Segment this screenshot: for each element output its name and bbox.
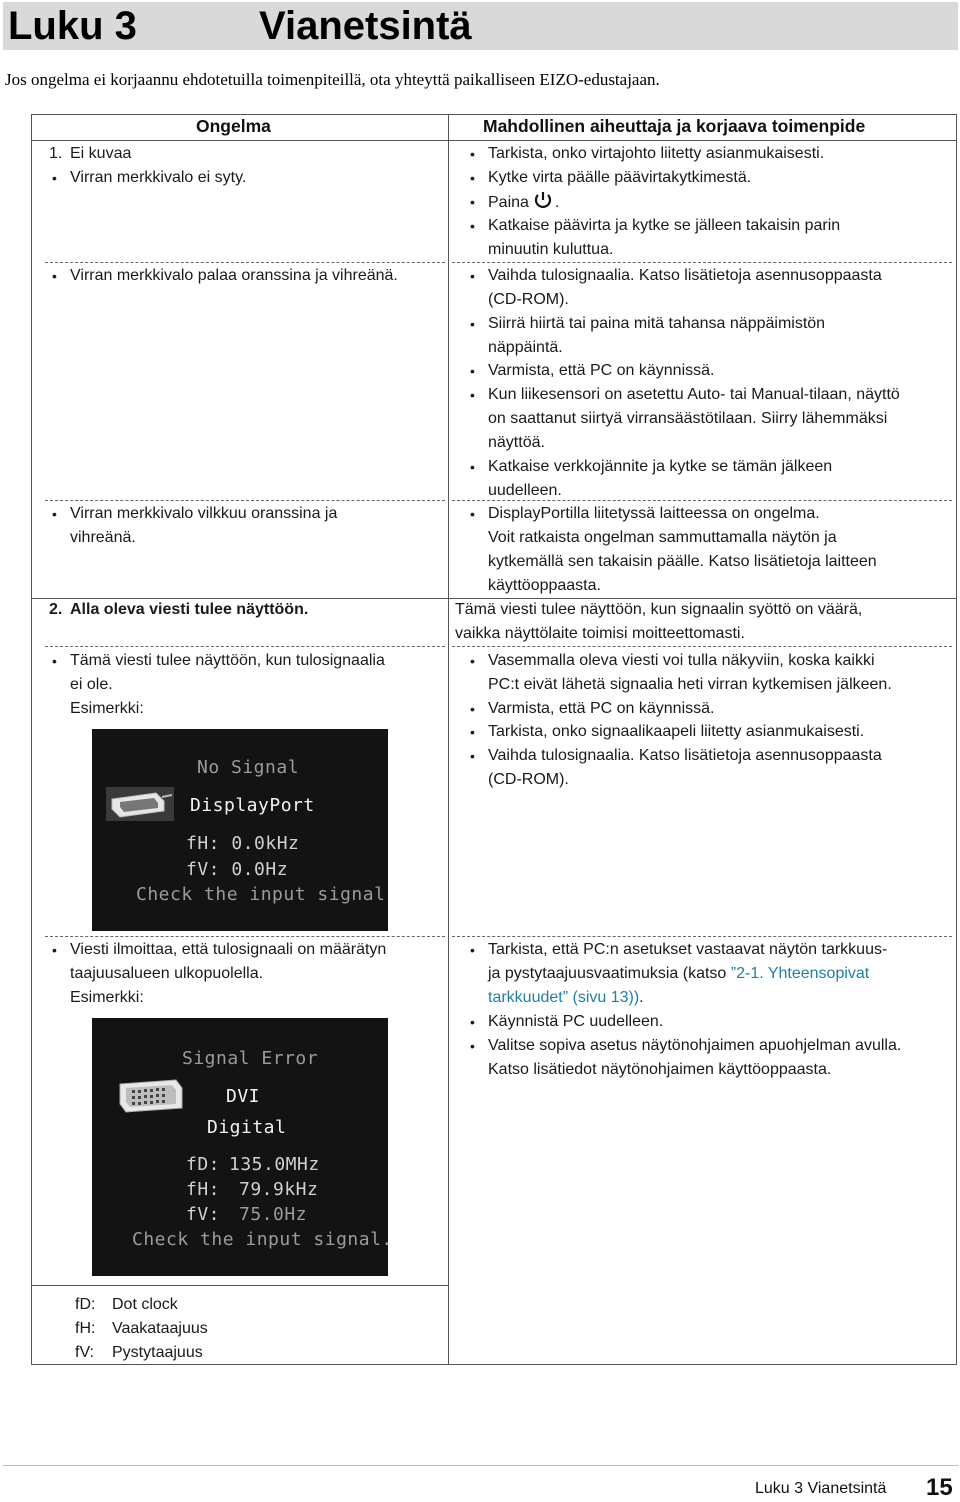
- solution-text: näyttöä.: [488, 434, 545, 451]
- solution-text: Siirrä hiirtä tai paina mitä tahansa näppäimistön: [488, 315, 826, 332]
- solution-text: on saattanut siirtyä virransäästötilaan. Siirry lähemmäksi: [488, 410, 888, 427]
- osd-fv-value: fV: 0.0Hz: [186, 859, 289, 880]
- osd-hint: Check the input signal.: [132, 1229, 393, 1250]
- bullet: •: [470, 701, 475, 717]
- solution-text: Kytke virta päälle päävirtakytkimestä.: [488, 169, 752, 186]
- osd-fd-value: 135.0MHz: [229, 1154, 320, 1175]
- legend-abbr: fH:: [75, 1320, 96, 1337]
- solution-text: Käynnistä PC uudelleen.: [488, 1013, 664, 1030]
- row-divider: [452, 262, 952, 263]
- row-divider: [452, 646, 952, 647]
- solution-text: Vaihda tulosignaalia. Katso lisätietoja asennusoppaasta: [488, 267, 882, 284]
- bullet: •: [470, 506, 475, 522]
- legend-text: Dot clock: [112, 1296, 178, 1313]
- no-signal-screen-example: [92, 729, 388, 931]
- solution-text: (CD-ROM).: [488, 291, 569, 308]
- solution-text: Varmista, että PC on käynnissä.: [488, 362, 715, 379]
- osd-fh-label: fH:: [186, 1179, 221, 1200]
- solution-text: Vasemmalla oleva viesti voi tulla näkyviin, koska kaikki: [488, 652, 875, 669]
- solution-text: Voit ratkaista ongelman sammuttamalla näytön ja: [488, 529, 837, 546]
- bullet: •: [52, 506, 57, 522]
- bullet: •: [470, 942, 475, 958]
- cross-reference-link[interactable]: ”2-1. Yhteensopivat: [730, 965, 870, 982]
- chapter-title-bar: [3, 2, 958, 50]
- solution-text: käyttöoppaasta.: [488, 577, 601, 594]
- column-divider: [448, 114, 449, 1365]
- solution-text: Katso lisätiedot näytönohjaimen käyttöoppaasta.: [488, 1061, 832, 1078]
- row-divider: [45, 500, 445, 501]
- bullet: •: [52, 653, 57, 669]
- solution-text: PC:t eivät lähetä signaalia heti virran kytkemisen jälkeen.: [488, 676, 892, 693]
- row-divider: [45, 936, 445, 937]
- row-divider: [45, 646, 445, 647]
- solution-text: uudelleen.: [488, 482, 562, 499]
- chapter-number: Luku 3: [8, 4, 137, 48]
- osd-fh-value: fH: 0.0kHz: [186, 833, 300, 854]
- solution-text: (CD-ROM).: [488, 771, 569, 788]
- column-header-problem: Ongelma: [196, 116, 271, 136]
- power-icon: [532, 190, 554, 210]
- footer-chapter: Luku 3 Vianetsintä: [755, 1480, 887, 1497]
- solution-text: [488, 190, 559, 215]
- signal-error-screen-example: [92, 1018, 393, 1276]
- solution-text: Tarkista, että PC:n asetukset vastaavat näytön tarkkuus-: [488, 941, 888, 958]
- bullet: •: [470, 459, 475, 475]
- solution-text-part: .: [639, 989, 644, 1006]
- example-label: Esimerkki:: [70, 700, 144, 717]
- osd-fv-label: fV:: [186, 1204, 221, 1225]
- page-number: 15: [926, 1474, 953, 1501]
- bullet: •: [470, 748, 475, 764]
- section-note: vaikka näyttölaite toimisi moitteettomasti.: [455, 625, 745, 642]
- bullet: •: [52, 170, 57, 186]
- cross-reference-link-cont[interactable]: tarkkuudet” (sivu 13)): [488, 989, 640, 1006]
- legend-text: Pystytaajuus: [112, 1344, 203, 1361]
- legend-abbr: fD:: [75, 1296, 96, 1313]
- solution-text: DisplayPortilla liitetyssä laitteessa on ongelma.: [488, 505, 820, 522]
- problem-text: taajuusalueen ulkopuolella.: [70, 965, 264, 982]
- solution-text-part: .: [554, 194, 560, 211]
- bullet: •: [470, 363, 475, 379]
- row-divider: [45, 262, 445, 263]
- problem-text: vihreänä.: [70, 529, 136, 546]
- solution-text: Valitse sopiva asetus näytönohjaimen apuohjelman avulla.: [488, 1037, 902, 1054]
- section-number: 1.: [49, 145, 63, 162]
- legend-abbr: fV:: [75, 1344, 94, 1361]
- osd-hint: Check the input signal: [136, 884, 386, 905]
- solution-text: Katkaise verkkojännite ja kytke se tämän jälkeen: [488, 458, 833, 475]
- osd-title: Signal Error: [182, 1048, 319, 1069]
- bullet: •: [52, 268, 57, 284]
- footer-rule: [3, 1465, 958, 1466]
- osd-input-name: DisplayPort: [190, 795, 315, 816]
- solution-text: [488, 962, 869, 986]
- dvi-connector-icon: [116, 1076, 186, 1116]
- legend-rule: [31, 1285, 448, 1286]
- solution-text: [488, 986, 644, 1010]
- section-title: Alla oleva viesti tulee näyttöön.: [70, 601, 309, 618]
- section-title: Ei kuvaa: [70, 145, 132, 162]
- problem-text: ei ole.: [70, 676, 113, 693]
- solution-text-part: Paina: [488, 194, 529, 211]
- osd-signal-type: Digital: [207, 1117, 287, 1138]
- solution-text: Tarkista, onko virtajohto liitetty asianmukaisesti.: [488, 145, 825, 162]
- osd-title: No Signal: [197, 757, 300, 778]
- bullet: •: [470, 1038, 475, 1054]
- problem-text: Viesti ilmoittaa, että tulosignaali on määrätyn: [70, 941, 387, 958]
- bullet: •: [470, 653, 475, 669]
- bullet: •: [470, 170, 475, 186]
- solution-text: Varmista, että PC on käynnissä.: [488, 700, 715, 717]
- intro-text: Jos ongelma ei korjaannu ehdotetuilla toimenpiteillä, ota yhteyttä paikalliseen EIZO-edustajaan.: [5, 70, 660, 89]
- column-header-cause: Mahdollinen aiheuttaja ja korjaava toimenpide: [483, 116, 866, 136]
- bullet: •: [470, 724, 475, 740]
- bullet: •: [470, 194, 475, 210]
- osd-input-name: DVI: [226, 1086, 261, 1107]
- bullet: •: [470, 218, 475, 234]
- problem-text: Virran merkkivalo vilkkuu oranssina ja: [70, 505, 338, 522]
- solution-text-part: ja pystytaajuusvaatimuksia (katso: [488, 965, 731, 982]
- example-label: Esimerkki:: [70, 989, 144, 1006]
- solution-text: kytkemällä sen takaisin päälle. Katso lisätietoja laitteen: [488, 553, 877, 570]
- osd-fd-label: fD:: [186, 1154, 221, 1175]
- solution-text: minuutin kuluttua.: [488, 241, 614, 258]
- header-rule: [31, 140, 957, 141]
- displayport-connector-icon: [106, 787, 174, 821]
- solution-text: Kun liikesensori on asetettu Auto- tai Manual-tilaan, näyttö: [488, 386, 900, 403]
- bullet: •: [470, 146, 475, 162]
- osd-fh-value: 79.9kHz: [239, 1179, 319, 1200]
- bullet: •: [470, 387, 475, 403]
- bullet: •: [470, 268, 475, 284]
- solution-text: näppäintä.: [488, 339, 563, 356]
- row-divider: [452, 936, 952, 937]
- problem-text: Virran merkkivalo ei syty.: [70, 169, 247, 186]
- chapter-title: Vianetsintä: [259, 4, 472, 48]
- solution-text: Vaihda tulosignaalia. Katso lisätietoja asennusoppaasta: [488, 747, 882, 764]
- section-number: 2.: [49, 601, 63, 618]
- bullet: •: [470, 1014, 475, 1030]
- bullet: •: [470, 316, 475, 332]
- solution-text: Katkaise päävirta ja kytke se jälleen takaisin parin: [488, 217, 841, 234]
- legend-text: Vaakataajuus: [112, 1320, 208, 1337]
- bullet: •: [52, 942, 57, 958]
- solution-text: Tarkista, onko signaalikaapeli liitetty asianmukaisesti.: [488, 723, 865, 740]
- osd-fv-value: 75.0Hz: [239, 1204, 308, 1225]
- problem-text: Tämä viesti tulee näyttöön, kun tulosignaalia: [70, 652, 385, 669]
- section-note: Tämä viesti tulee näyttöön, kun signaalin syöttö on väärä,: [455, 601, 863, 618]
- problem-text: Virran merkkivalo palaa oranssina ja vihreänä.: [70, 267, 398, 284]
